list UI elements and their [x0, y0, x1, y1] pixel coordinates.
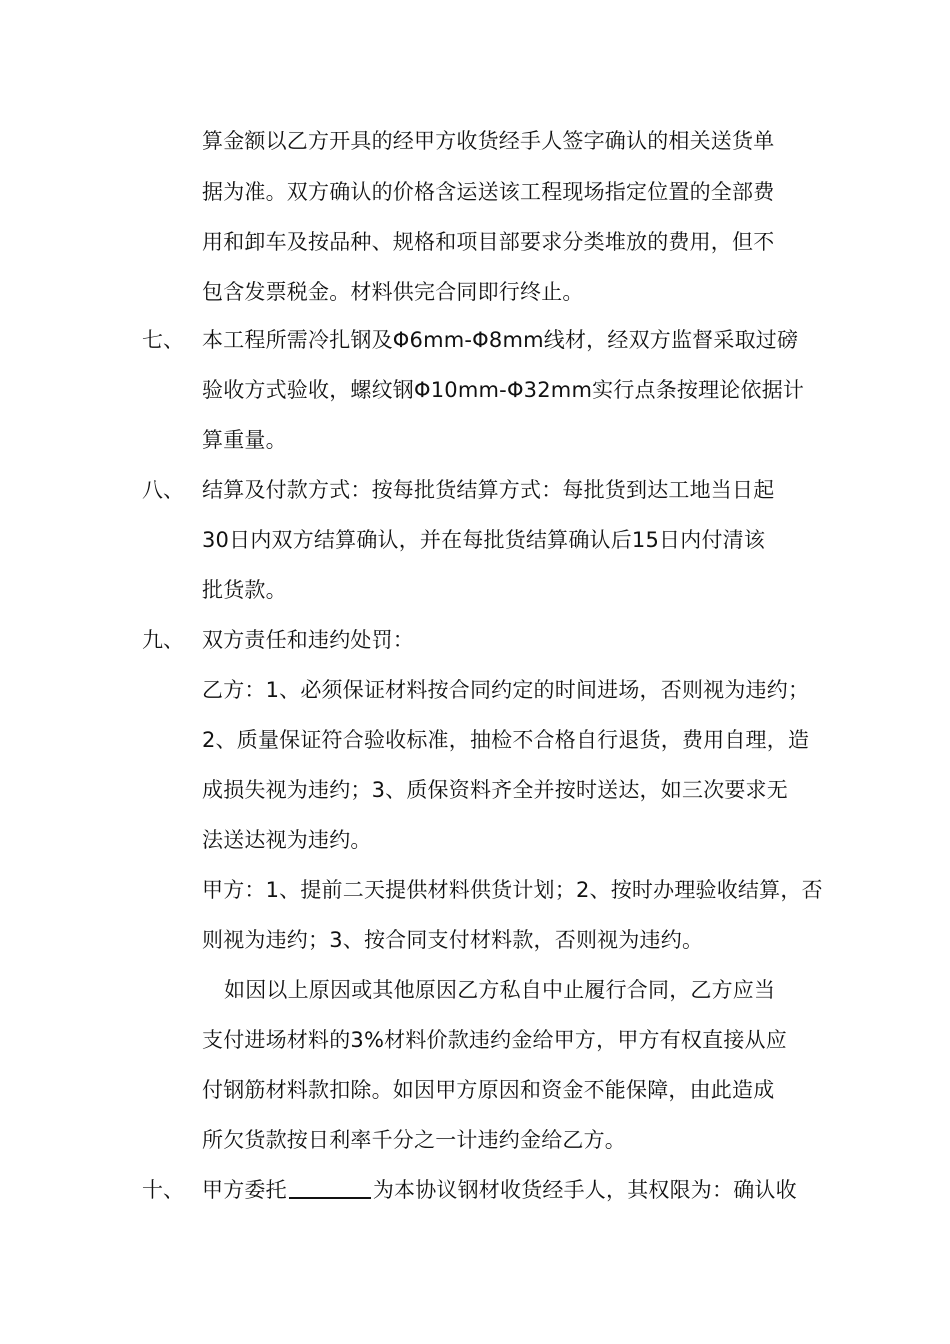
clause-10-number: 十、: [142, 1178, 184, 1202]
agent-name-blank[interactable]: [289, 1175, 371, 1199]
clause-8-line-1: 结算及付款方式：按每批货结算方式：每批货到达工地当日起: [202, 478, 775, 502]
party-b-line-2: 2、质量保证符合验收标准，抽检不合格自行退货，费用自理，造: [202, 728, 810, 752]
clause-7-line-3: 算重量。: [202, 428, 287, 452]
clause-8-line-2: 30日内双方结算确认，并在每批货结算确认后15日内付清该: [202, 528, 766, 552]
continuation-line-3: 用和卸车及按品种、规格和项目部要求分类堆放的费用，但不: [202, 230, 775, 254]
penalty-line-3: 付钢筋材料款扣除。如因甲方原因和资金不能保障，由此造成: [202, 1078, 775, 1102]
clause-10-text-before: 甲方委托: [202, 1178, 287, 1202]
party-a-line-2: 则视为违约；3、按合同支付材料款，否则视为违约。: [202, 928, 704, 952]
clause-10-text-after: 为本协议钢材收货经手人，其权限为：确认收: [372, 1178, 797, 1202]
penalty-line-1: 如因以上原因或其他原因乙方私自中止履行合同，乙方应当: [224, 978, 776, 1002]
clause-8-line-3: 批货款。: [202, 578, 287, 602]
continuation-line-1: 算金额以乙方开具的经甲方收货经手人签字确认的相关送货单: [202, 129, 775, 153]
clause-10-line-1: [202, 1175, 822, 1205]
clause-7-line-1: 本工程所需冷扎钢及Φ6mm-Φ8mm线材，经双方监督采取过磅: [202, 328, 799, 352]
party-b-line-4: 法送达视为违约。: [202, 828, 372, 852]
continuation-line-4: 包含发票税金。材料供完合同即行终止。: [202, 280, 584, 304]
party-b-line-3: 成损失视为违约；3、质保资料齐全并按时送达，如三次要求无: [202, 778, 788, 802]
clause-7-number: 七、: [142, 328, 184, 352]
clause-9-number: 九、: [142, 628, 184, 652]
penalty-line-2: 支付进场材料的3%材料价款违约金给甲方，甲方有权直接从应: [202, 1028, 787, 1052]
party-a-line-1: 甲方：1、提前二天提供材料供货计划；2、按时办理验收结算，否: [202, 878, 823, 902]
clause-9-title: 双方责任和违约处罚：: [202, 628, 414, 652]
clause-7-line-2: 验收方式验收，螺纹钢Φ10mm-Φ32mm实行点条按理论依据计: [202, 378, 805, 402]
clause-8-number: 八、: [142, 478, 184, 502]
party-b-line-1: 乙方：1、必须保证材料按合同约定的时间进场，否则视为违约；: [202, 678, 810, 702]
continuation-line-2: 据为准。双方确认的价格含运送该工程现场指定位置的全部费: [202, 180, 775, 204]
penalty-line-4: 所欠货款按日利率千分之一计违约金给乙方。: [202, 1128, 626, 1152]
